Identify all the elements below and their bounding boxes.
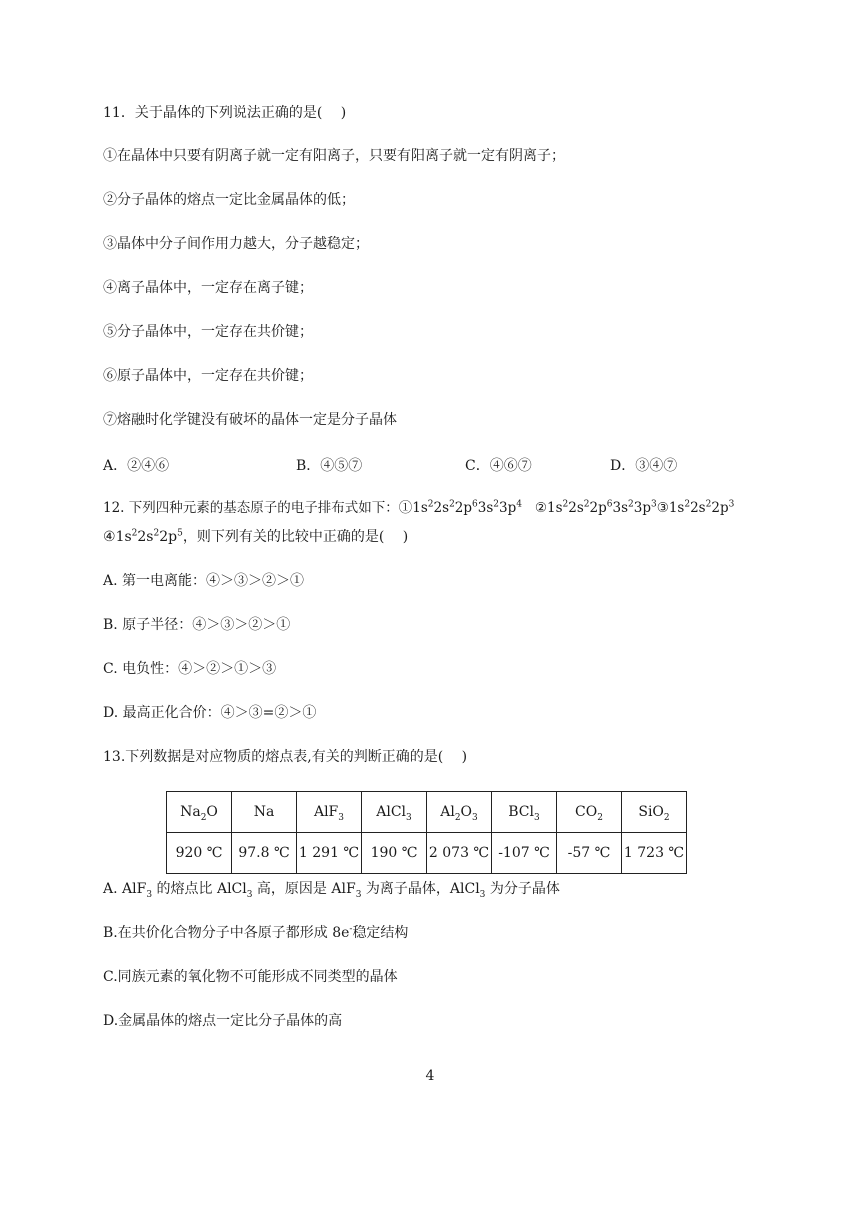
table-cell: 2 073 ℃: [427, 833, 492, 874]
cell-alf3: AlF$_3$: [297, 792, 362, 833]
q11-option-c: C．④⑥⑦: [465, 458, 532, 474]
q11-option-d: D．③④⑦: [610, 458, 678, 474]
q13-stem: 13.下列数据是对应物质的熔点表,有关的判断正确的是( ): [103, 749, 468, 765]
q11-option-b: B．④⑤⑦: [296, 458, 363, 474]
q13-option-c: C.同族元素的氧化物不可能形成不同类型的晶体: [103, 969, 398, 985]
q12-option-c: C. 电负性：④＞②＞①＞③: [103, 661, 277, 677]
q12-option-b: B. 原子半径：④＞③＞②＞①: [103, 617, 291, 633]
table-cell: -107 ℃: [492, 833, 557, 874]
cell-bcl3: BCl$_3$: [492, 792, 557, 833]
q12-option-d: D. 最高正化合价：④＞③=②＞①: [103, 705, 317, 721]
cell-alcl3: AlCl$_3$: [362, 792, 427, 833]
q11-statement-3: ③晶体中分子间作用力越大，分子越稳定；: [103, 236, 369, 252]
cell-al2o3: $Al_2O_3$: [427, 792, 492, 833]
cell-co2: $CO_2$: [557, 792, 622, 833]
q13-option-d: D.金属晶体的熔点一定比分子晶体的高: [103, 1013, 343, 1029]
q12-option-a: A. 第一电离能：④＞③＞②＞①: [103, 573, 305, 589]
q12-stem-line-2: $④1s^22s^22p^5$，则下列有关的比较中正确的是( ): [103, 528, 409, 545]
table-cell: 97.8 ℃: [232, 833, 297, 874]
table-row-melting-points: [167, 833, 687, 874]
q11-statement-7: ⑦熔融时化学键没有破坏的晶体一定是分子晶体: [103, 412, 397, 428]
table-cell: 1 723 ℃: [622, 833, 687, 874]
q11-stem: 11．关于晶体的下列说法正确的是( ): [103, 105, 347, 121]
q12-stem-line-1: 12. 下列四种元素的基态原子的电子排布式如下：$①1s^22s^22p^63s^23p^4$ $②1s^22s^22p^63s^23p^3③1s^22s^22p^3$: [103, 499, 735, 516]
table-cell: -57 ℃: [557, 833, 622, 874]
table-cell: 920 ℃: [167, 833, 232, 874]
q11-options: [103, 455, 803, 475]
cell-na2o: $Na_2O$: [167, 792, 232, 833]
q11-statement-4: ④离子晶体中，一定存在离子键；: [103, 280, 313, 296]
cell-na: Na: [232, 792, 297, 833]
q13-option-a: A. AlF$_3$ 的熔点比 AlCl$_3$ 高，原因是 AlF$_3$ 为离子晶体，AlCl$_3$ 为分子晶体: [103, 881, 560, 900]
q12-tail: ，则下列有关的比较中正确的是( ): [182, 529, 409, 545]
cell-sio2: SiO$_2$: [622, 792, 687, 833]
q12-lead: 12. 下列四种元素的基态原子的电子排布式如下：: [103, 500, 399, 516]
q11-statement-6: ⑥原子晶体中，一定存在共价键；: [103, 368, 313, 384]
q13-option-b: B.在共价化合物分子中各原子都形成 8e-稳定结构: [103, 924, 409, 941]
page-number: 4: [425, 1068, 435, 1084]
melting-point-table: [166, 791, 687, 874]
table-row-substances: [167, 792, 687, 833]
table-cell: 1 291 ℃: [297, 833, 362, 874]
q11-statement-2: ②分子晶体的熔点一定比金属晶体的低；: [103, 192, 355, 208]
q11-option-a: A．②④⑥: [103, 458, 170, 474]
q11-statement-1: ①在晶体中只要有阴离子就一定有阳离子，只要有阳离子就一定有阴离子；: [103, 148, 565, 164]
table-cell: 190 ℃: [362, 833, 427, 874]
q11-statement-5: ⑤分子晶体中，一定存在共价键；: [103, 324, 313, 340]
